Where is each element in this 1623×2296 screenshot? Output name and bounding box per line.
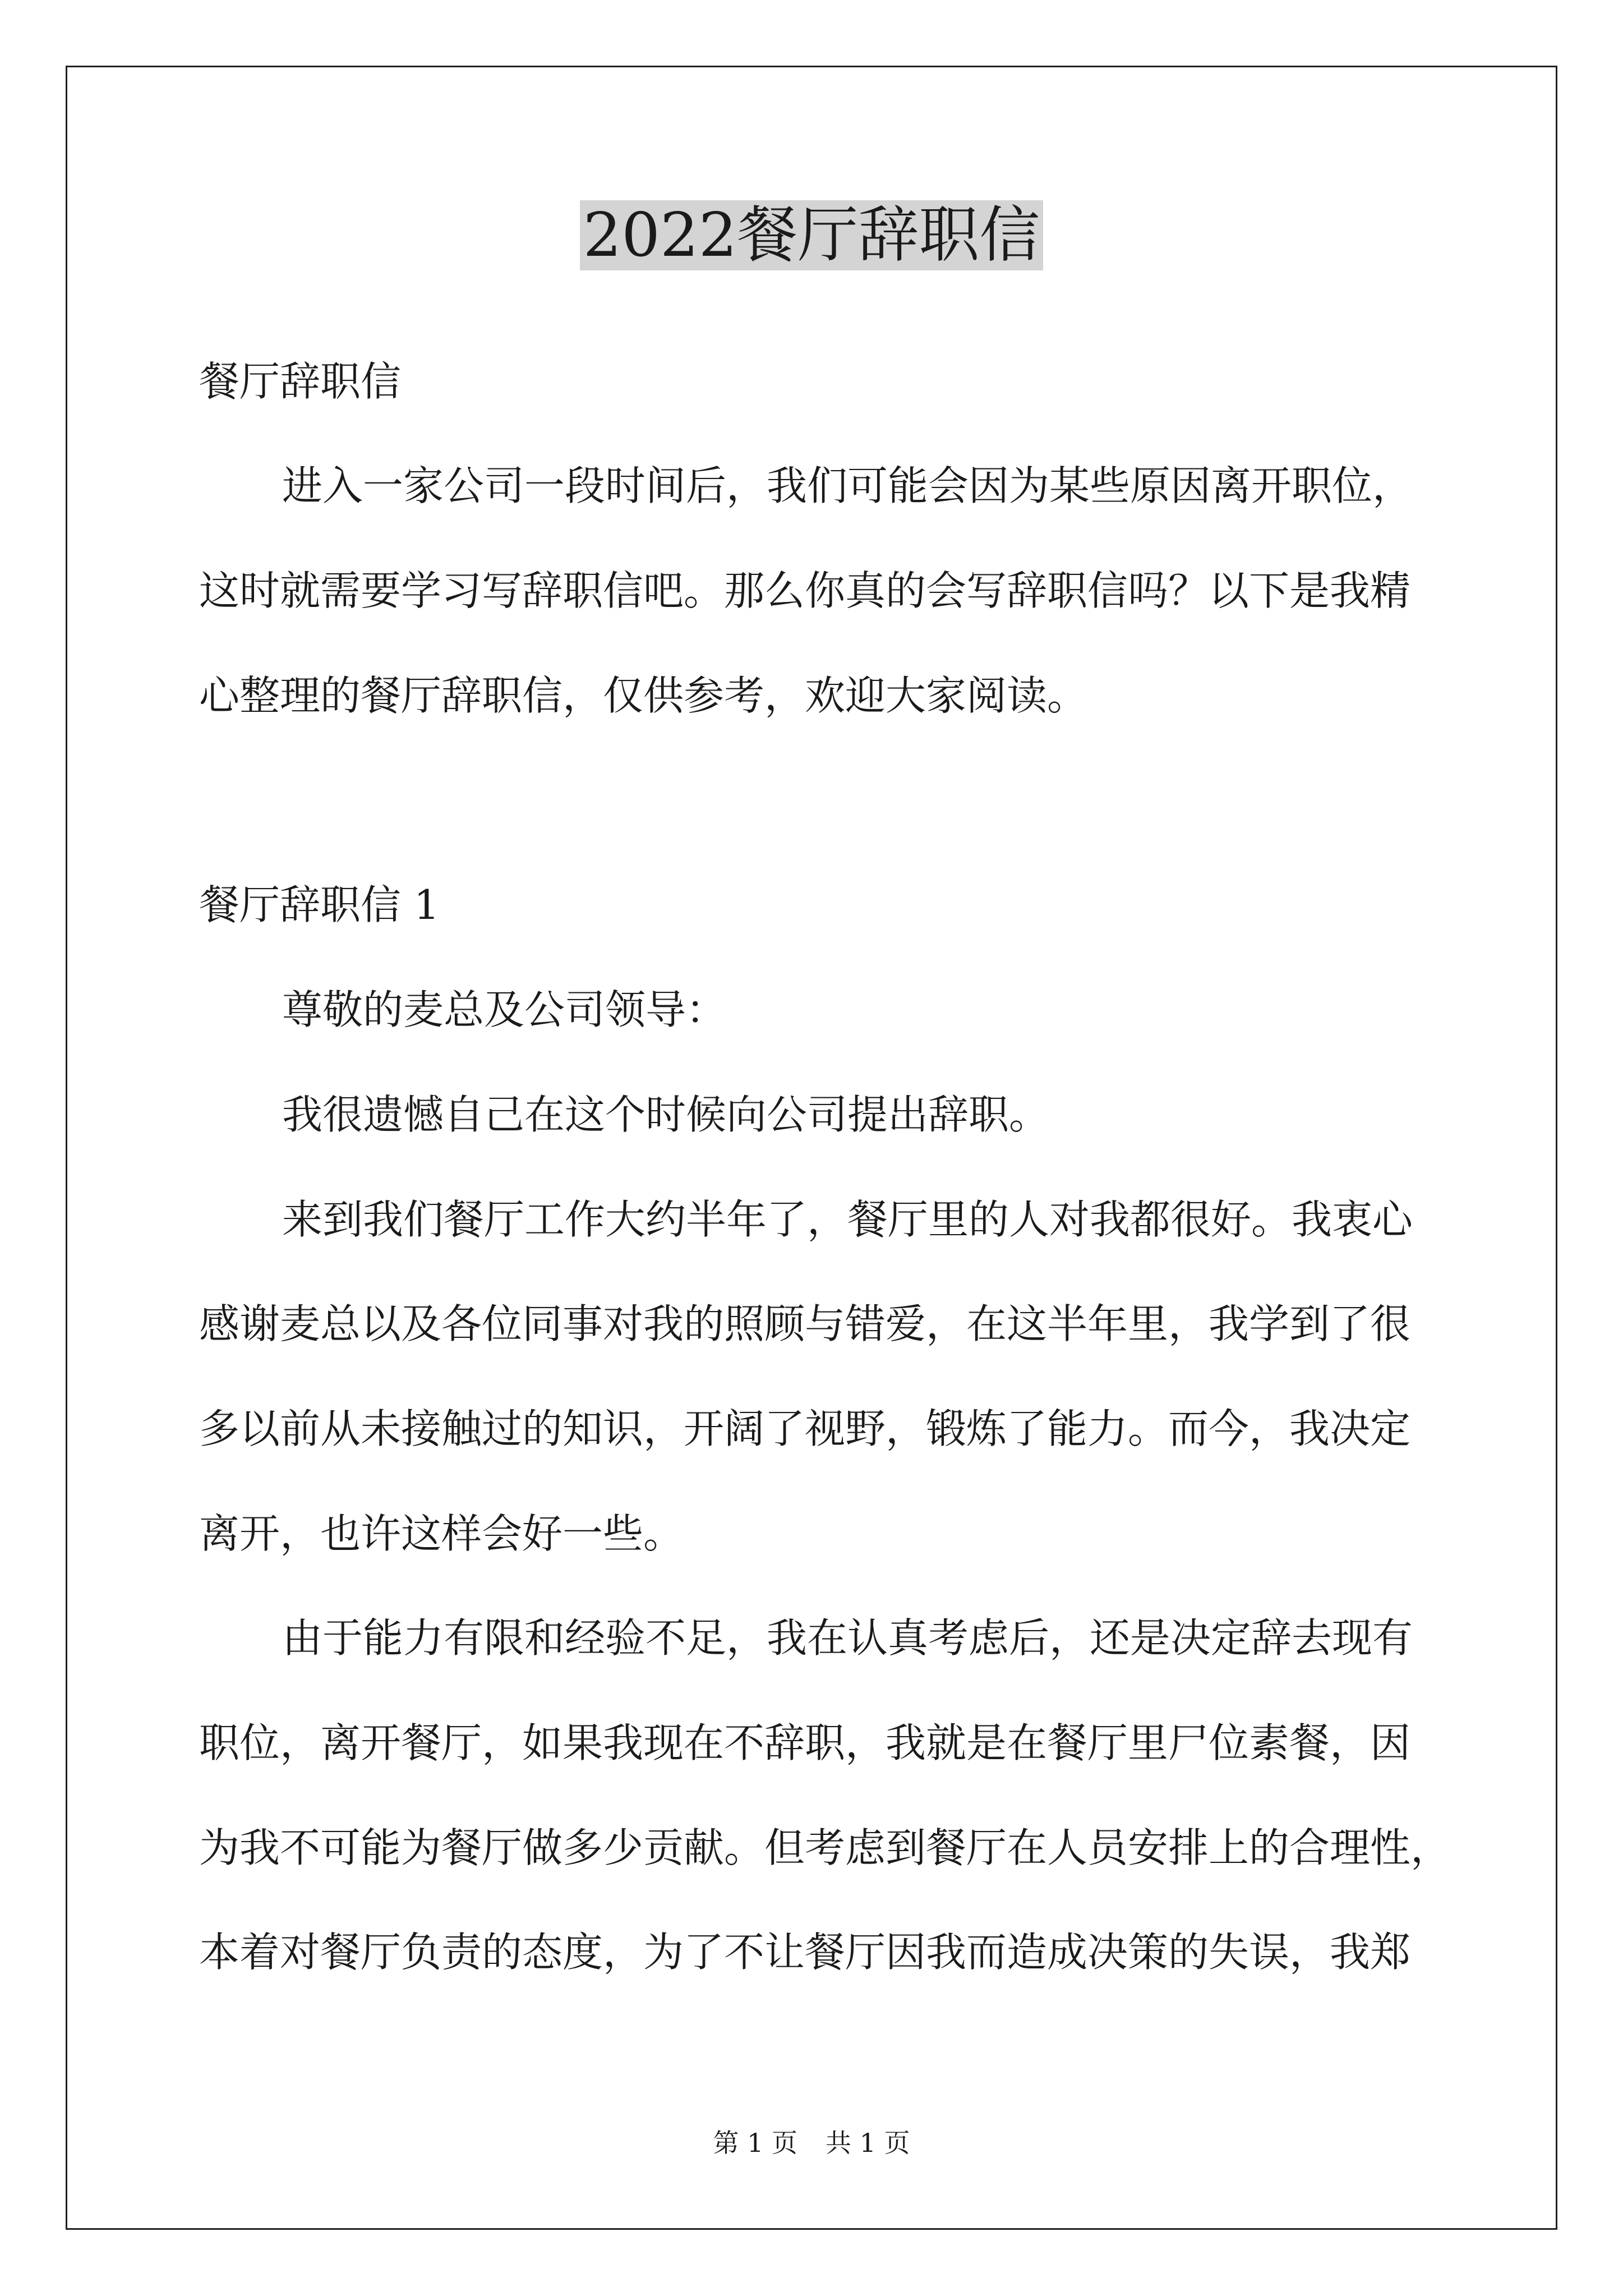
intro-line: 这时就需要学习写辞职信吧。那么你真的会写辞职信吗？以下是我精 [199,567,1411,614]
paragraph-line: 职位，离开餐厅，如果我现在不辞职，我就是在餐厅里尸位素餐，因 [199,1719,1411,1766]
section-heading: 餐厅辞职信 1 [199,881,440,928]
page-footer [0,2126,1623,2160]
salutation: 尊敬的麦总及公司领导： [282,986,727,1033]
paragraph-line: 由于能力有限和经验不足，我在认真考虑后，还是决定辞去现有 [282,1614,1413,1662]
paragraph-line: 感谢麦总以及各位同事对我的照顾与错爱，在这半年里，我学到了很 [199,1300,1411,1347]
intro-line: 心整理的餐厅辞职信，仅供参考，欢迎大家阅读。 [199,672,1088,719]
subtitle: 餐厅辞职信 [199,358,402,405]
paragraph-line: 为我不可能为餐厅做多少贡献。但考虑到餐厅在人员安排上的合理性， [199,1824,1451,1871]
document-title-text: 2022餐厅辞职信 [580,200,1044,270]
page-total: 共 1 页 [826,2128,910,2158]
paragraph-line: 离开，也许这样会好一些。 [199,1510,684,1557]
page-number: 第 1 页 [713,2128,797,2158]
intro-line: 进入一家公司一段时间后，我们可能会因为某些原因离开职位， [282,462,1413,509]
paragraph-line: 多以前从未接触过的知识，开阔了视野，锻炼了能力。而今，我决定 [199,1405,1411,1452]
paragraph-line: 本着对餐厅负责的态度，为了不让餐厅因我而造成决策的失误，我郑 [199,1929,1411,1976]
document-title [0,194,1623,278]
paragraph-line: 来到我们餐厅工作大约半年了，餐厅里的人对我都很好。我衷心 [282,1196,1413,1243]
paragraph-line: 我很遗憾自己在这个时候向公司提出辞职。 [282,1091,1050,1138]
